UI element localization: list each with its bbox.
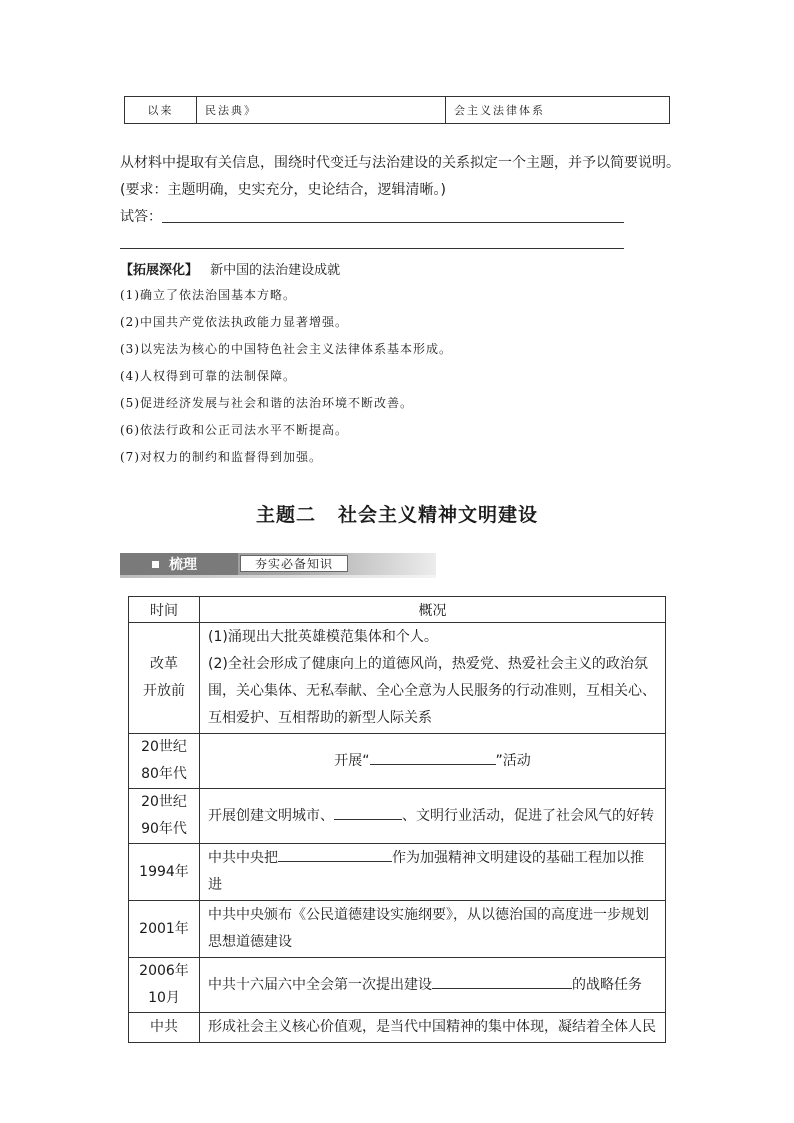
table-row <box>129 623 666 734</box>
time-line-2: 80年代 <box>141 766 187 782</box>
desc-line-2: (2)全社会形成了健康向上的道德风尚，热爱党、热爱社会主义的政治氛围，关心集体、无私奉献、全心全意为人民服务的行动准则，互相关心、互相爱护、互相帮助的新型人际关系 <box>208 656 656 726</box>
table-row <box>129 958 666 1013</box>
table-row <box>129 789 666 844</box>
row-desc <box>200 623 666 734</box>
top-table-fragment <box>124 96 670 124</box>
row-time <box>129 844 200 901</box>
row-time <box>129 958 200 1013</box>
row-time <box>129 789 200 844</box>
section-title-text: 社会主义精神文明建设 <box>338 504 539 526</box>
header-overview: 概况 <box>200 597 666 623</box>
row-desc: 形成社会主义核心价值观，是当代中国精神的集中体现，凝结着全体人民 <box>200 1013 666 1043</box>
row-desc <box>200 844 666 901</box>
time-line-1: 20世纪 <box>141 794 187 810</box>
section-title-number: 主题二 <box>255 504 316 526</box>
banner-right-label: 夯实必备知识 <box>240 555 348 572</box>
table-header-row <box>129 597 666 623</box>
time-line-1: 1994年 <box>139 863 189 880</box>
list-item: (7)对权力的制约和监督得到加强。 <box>120 450 322 464</box>
question-requirements: (要求：主题明确，史实充分，史论结合，逻辑清晰。) <box>120 182 446 198</box>
section-banner <box>120 553 436 577</box>
list-item: (4)人权得到可靠的法制保障。 <box>120 369 296 383</box>
fill-in-blank[interactable] <box>278 847 392 862</box>
list-item: (1)确立了依法治国基本方略。 <box>120 288 296 302</box>
time-line-1: 2001年 <box>139 920 189 937</box>
desc-before: 开展创建文明城市、 <box>208 807 334 824</box>
fill-in-blank[interactable] <box>370 750 496 765</box>
banner-shadow <box>120 575 436 578</box>
desc-before: 开展“ <box>334 752 370 769</box>
desc-after: 的战略任务 <box>572 976 642 993</box>
time-line-1: 2006年 <box>139 963 189 979</box>
table-row <box>129 734 666 789</box>
banner-left-label: 梳理 <box>169 557 197 573</box>
time-line-1: 改革 <box>150 656 178 672</box>
time-line-2: 开放前 <box>143 683 185 699</box>
extension-list <box>120 282 452 471</box>
desc-after: 作为加强精神文明建设的基础工程加以推进 <box>208 850 644 893</box>
row-desc <box>200 958 666 1013</box>
top-table-cell-event: 民法典》 <box>197 97 446 123</box>
time-line-1: 20世纪 <box>141 739 187 755</box>
row-time <box>129 734 200 789</box>
table-row <box>129 901 666 958</box>
list-item: (5)促进经济发展与社会和谐的法治环境不断改善。 <box>120 396 413 410</box>
extension-heading <box>120 259 340 278</box>
time-line-2: 90年代 <box>141 821 187 837</box>
row-desc <box>200 734 666 789</box>
square-bullet-icon <box>152 561 159 568</box>
spiritual-civilization-table <box>128 596 666 1043</box>
answer-label: 试答： <box>120 209 162 225</box>
list-item: (3)以宪法为核心的中国特色社会主义法律体系基本形成。 <box>120 342 453 356</box>
row-time <box>129 901 200 958</box>
desc-after: 、文明行业活动，促进了社会风气的好转 <box>402 807 654 824</box>
header-time: 时间 <box>129 597 200 623</box>
row-time <box>129 1013 200 1043</box>
question-prompt: 从材料中提取有关信息，围绕时代变迁与法治建设的关系拟定一个主题，并予以简要说明。 <box>120 155 680 171</box>
fill-in-blank[interactable] <box>432 974 572 989</box>
desc-before: 中共中央把 <box>208 850 278 866</box>
extension-tag: 【拓展深化】 <box>120 263 199 278</box>
list-item: (2)中国共产党依法执政能力显著增强。 <box>120 315 348 329</box>
row-time <box>129 623 200 734</box>
time-line-1: 中共 <box>150 1019 178 1035</box>
table-row <box>129 844 666 901</box>
fill-in-blank[interactable] <box>334 805 402 820</box>
answer-line-2[interactable] <box>120 248 624 249</box>
answer-line-1[interactable] <box>162 222 624 223</box>
desc-before: 中共十六届六中全会第一次提出建设 <box>208 976 432 993</box>
time-line-2: 10月 <box>148 990 180 1006</box>
list-item: (6)依法行政和公正司法水平不断提高。 <box>120 423 348 437</box>
top-table-cell-time: 以来 <box>125 97 197 123</box>
row-desc: 中共中央颁布《公民道德建设实施纲要》，从以德治国的高度进一步规划思想道德建设 <box>200 901 666 958</box>
extension-title: 新中国的法治建设成就 <box>210 263 341 278</box>
table-row <box>129 1013 666 1043</box>
desc-after: ”活动 <box>495 752 531 769</box>
row-desc <box>200 789 666 844</box>
banner-label-box <box>120 553 238 575</box>
section-title <box>0 500 794 527</box>
top-table-cell-significance: 会主义法律体系 <box>454 104 545 117</box>
desc-line-1: (1)涌现出大批英雄模范集体和个人。 <box>208 629 438 645</box>
